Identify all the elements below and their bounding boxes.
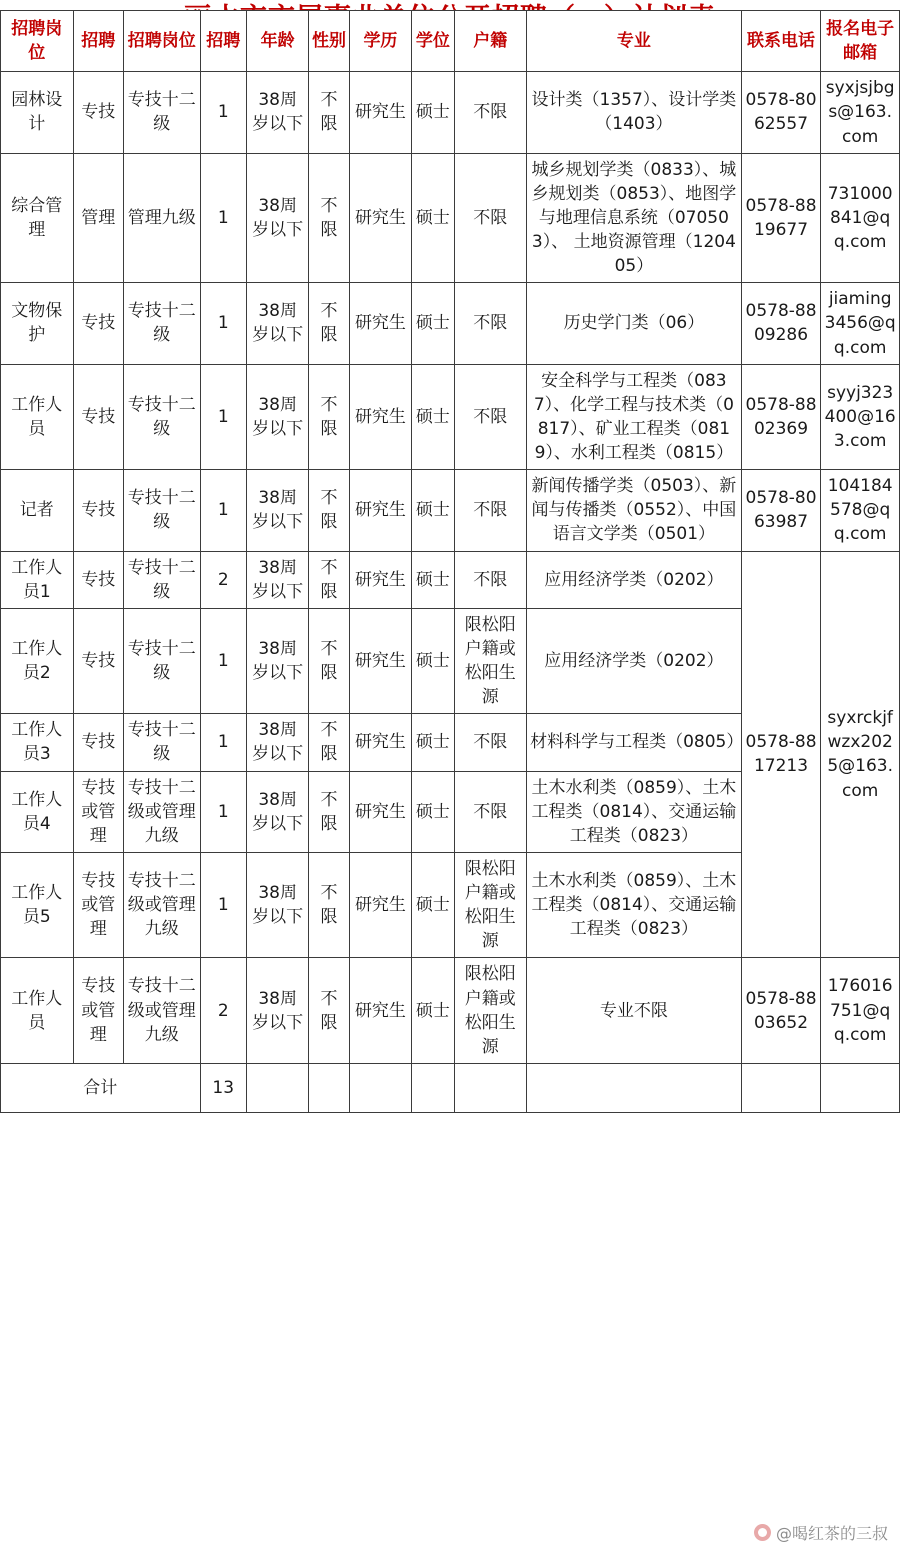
cell-level: 专技十二级 xyxy=(123,608,200,714)
cell-phone: 0578-8819677 xyxy=(741,153,821,283)
cell-hukou: 限松阳户籍或松阳生源 xyxy=(454,852,527,958)
cell-education: 研究生 xyxy=(349,72,411,153)
cell-level: 专技十二级 xyxy=(123,283,200,364)
cell-type: 专技 xyxy=(73,470,123,551)
cell-level: 管理九级 xyxy=(123,153,200,283)
cell-sex: 不限 xyxy=(309,364,349,470)
table-total-row xyxy=(1,1063,900,1112)
weibo-icon xyxy=(754,1524,771,1541)
cell-post: 园林设计 xyxy=(1,72,74,153)
cell-post: 综合管理 xyxy=(1,153,74,283)
cell-level: 专技十二级或管理九级 xyxy=(123,958,200,1064)
cell-age: 38周岁以下 xyxy=(246,608,308,714)
total-blank-hukou xyxy=(454,1063,527,1112)
cell-major: 设计类（1357）、设计学类（1403） xyxy=(527,72,742,153)
total-blank-age xyxy=(246,1063,308,1112)
cell-major: 土木水利类（0859）、土木工程类（0814）、交通运输工程类（0823） xyxy=(527,771,742,852)
column-header-number: 招聘 xyxy=(200,11,246,72)
cell-number: 1 xyxy=(200,470,246,551)
cell-number: 1 xyxy=(200,153,246,283)
cell-degree: 硕士 xyxy=(412,852,454,958)
cell-age: 38周岁以下 xyxy=(246,958,308,1064)
cell-sex: 不限 xyxy=(309,608,349,714)
cell-degree: 硕士 xyxy=(412,364,454,470)
cell-number: 1 xyxy=(200,283,246,364)
cell-type: 专技或管理 xyxy=(73,771,123,852)
table-row xyxy=(1,551,900,608)
cell-email: syxjsjbgs@163.com xyxy=(821,72,900,153)
cell-email: syxrckjfwzx2025@163.com xyxy=(821,551,900,958)
column-header-sex: 性别 xyxy=(309,11,349,72)
cell-degree: 硕士 xyxy=(412,958,454,1064)
cell-age: 38周岁以下 xyxy=(246,153,308,283)
cell-age: 38周岁以下 xyxy=(246,852,308,958)
cell-level: 专技十二级 xyxy=(123,470,200,551)
cell-major: 应用经济学类（0202） xyxy=(527,608,742,714)
cell-education: 研究生 xyxy=(349,608,411,714)
cell-education: 研究生 xyxy=(349,364,411,470)
cell-phone: 0578-8063987 xyxy=(741,470,821,551)
table-row xyxy=(1,283,900,364)
cell-sex: 不限 xyxy=(309,714,349,771)
total-blank-phone xyxy=(741,1063,821,1112)
column-header-education: 学历 xyxy=(349,11,411,72)
cell-hukou: 限松阳户籍或松阳生源 xyxy=(454,958,527,1064)
cell-education: 研究生 xyxy=(349,283,411,364)
cell-major: 专业不限 xyxy=(527,958,742,1064)
cell-hukou: 不限 xyxy=(454,714,527,771)
cell-post: 工作人员2 xyxy=(1,608,74,714)
total-blank-major xyxy=(527,1063,742,1112)
cell-sex: 不限 xyxy=(309,771,349,852)
cell-hukou: 不限 xyxy=(454,470,527,551)
cell-degree: 硕士 xyxy=(412,551,454,608)
cell-major: 土木水利类（0859）、土木工程类（0814）、交通运输工程类（0823） xyxy=(527,852,742,958)
cell-email: 731000841@qq.com xyxy=(821,153,900,283)
recruitment-table xyxy=(0,10,900,1113)
cell-post: 工作人员 xyxy=(1,364,74,470)
cell-education: 研究生 xyxy=(349,153,411,283)
cell-education: 研究生 xyxy=(349,958,411,1064)
cell-hukou: 不限 xyxy=(454,153,527,283)
watermark xyxy=(754,1521,888,1544)
cell-sex: 不限 xyxy=(309,551,349,608)
cell-phone: 0578-8802369 xyxy=(741,364,821,470)
cell-major: 应用经济学类（0202） xyxy=(527,551,742,608)
cell-post: 文物保护 xyxy=(1,283,74,364)
cell-hukou: 不限 xyxy=(454,551,527,608)
cell-major: 安全科学与工程类（0837）、化学工程与技术类（0817）、矿业工程类（0819）、水利工程类（0815） xyxy=(527,364,742,470)
cell-level: 专技十二级或管理九级 xyxy=(123,771,200,852)
cell-education: 研究生 xyxy=(349,714,411,771)
column-header-type: 招聘 xyxy=(73,11,123,72)
cell-sex: 不限 xyxy=(309,283,349,364)
watermark-text: @喝红茶的三叔 xyxy=(775,1524,888,1543)
cell-sex: 不限 xyxy=(309,470,349,551)
cell-type: 管理 xyxy=(73,153,123,283)
cell-education: 研究生 xyxy=(349,470,411,551)
cell-education: 研究生 xyxy=(349,771,411,852)
table-row xyxy=(1,470,900,551)
cell-degree: 硕士 xyxy=(412,283,454,364)
cell-type: 专技 xyxy=(73,283,123,364)
table-row xyxy=(1,958,900,1064)
cell-number: 2 xyxy=(200,551,246,608)
cell-post: 记者 xyxy=(1,470,74,551)
cell-degree: 硕士 xyxy=(412,470,454,551)
cell-major: 城乡规划学类（0833）、城乡规划类（0853）、地图学与地理信息系统（070503）、 土地资源管理（120405） xyxy=(527,153,742,283)
table-header-row xyxy=(1,11,900,72)
cell-post: 工作人员1 xyxy=(1,551,74,608)
cell-type: 专技 xyxy=(73,714,123,771)
cell-degree: 硕士 xyxy=(412,771,454,852)
total-blank-sex xyxy=(309,1063,349,1112)
cell-hukou: 不限 xyxy=(454,771,527,852)
cell-major: 历史学门类（06） xyxy=(527,283,742,364)
cell-sex: 不限 xyxy=(309,153,349,283)
cell-age: 38周岁以下 xyxy=(246,283,308,364)
cell-hukou: 不限 xyxy=(454,72,527,153)
cell-email: jiaming3456@qq.com xyxy=(821,283,900,364)
cell-number: 1 xyxy=(200,364,246,470)
total-blank-degree xyxy=(412,1063,454,1112)
cell-sex: 不限 xyxy=(309,72,349,153)
cell-number: 1 xyxy=(200,714,246,771)
cell-number: 1 xyxy=(200,852,246,958)
cell-number: 1 xyxy=(200,771,246,852)
cell-post: 工作人员4 xyxy=(1,771,74,852)
cell-email: syyj323400@163.com xyxy=(821,364,900,470)
cell-sex: 不限 xyxy=(309,958,349,1064)
cell-degree: 硕士 xyxy=(412,714,454,771)
cell-degree: 硕士 xyxy=(412,153,454,283)
cell-type: 专技或管理 xyxy=(73,852,123,958)
total-label: 合计 xyxy=(1,1063,201,1112)
cell-number: 1 xyxy=(200,72,246,153)
column-header-level: 招聘岗位 xyxy=(123,11,200,72)
cell-type: 专技 xyxy=(73,551,123,608)
cell-major: 材料科学与工程类（0805） xyxy=(527,714,742,771)
cell-hukou: 不限 xyxy=(454,283,527,364)
cell-hukou: 限松阳户籍或松阳生源 xyxy=(454,608,527,714)
total-blank-email xyxy=(821,1063,900,1112)
cell-phone: 0578-8062557 xyxy=(741,72,821,153)
cell-phone: 0578-8817213 xyxy=(741,551,821,958)
cell-type: 专技 xyxy=(73,72,123,153)
table-row xyxy=(1,72,900,153)
total-value: 13 xyxy=(200,1063,246,1112)
cell-type: 专技 xyxy=(73,364,123,470)
column-header-phone: 联系电话 xyxy=(741,11,821,72)
cell-post: 工作人员3 xyxy=(1,714,74,771)
table-row xyxy=(1,153,900,283)
total-blank-edu xyxy=(349,1063,411,1112)
cell-age: 38周岁以下 xyxy=(246,364,308,470)
cell-age: 38周岁以下 xyxy=(246,551,308,608)
cell-type: 专技 xyxy=(73,608,123,714)
cell-email: 104184578@qq.com xyxy=(821,470,900,551)
cell-sex: 不限 xyxy=(309,852,349,958)
cell-age: 38周岁以下 xyxy=(246,470,308,551)
cell-level: 专技十二级或管理九级 xyxy=(123,852,200,958)
cell-education: 研究生 xyxy=(349,551,411,608)
column-header-major: 专业 xyxy=(527,11,742,72)
cell-level: 专技十二级 xyxy=(123,72,200,153)
column-header-degree: 学位 xyxy=(412,11,454,72)
cell-degree: 硕士 xyxy=(412,72,454,153)
cell-level: 专技十二级 xyxy=(123,364,200,470)
cell-level: 专技十二级 xyxy=(123,714,200,771)
column-header-hukou: 户籍 xyxy=(454,11,527,72)
column-header-post: 招聘岗位 xyxy=(1,11,74,72)
cell-hukou: 不限 xyxy=(454,364,527,470)
cell-level: 专技十二级 xyxy=(123,551,200,608)
cell-age: 38周岁以下 xyxy=(246,72,308,153)
cell-email: 176016751@qq.com xyxy=(821,958,900,1064)
cell-number: 2 xyxy=(200,958,246,1064)
cell-education: 研究生 xyxy=(349,852,411,958)
table-row xyxy=(1,364,900,470)
cell-degree: 硕士 xyxy=(412,608,454,714)
cell-phone: 0578-8809286 xyxy=(741,283,821,364)
cell-major: 新闻传播学类（0503）、新闻与传播类（0552）、中国语言文学类（0501） xyxy=(527,470,742,551)
column-header-email: 报名电子邮箱 xyxy=(821,11,900,72)
cell-phone: 0578-8803652 xyxy=(741,958,821,1064)
cell-number: 1 xyxy=(200,608,246,714)
column-header-age: 年龄 xyxy=(246,11,308,72)
cell-post: 工作人员 xyxy=(1,958,74,1064)
cell-age: 38周岁以下 xyxy=(246,771,308,852)
cell-type: 专技或管理 xyxy=(73,958,123,1064)
cell-age: 38周岁以下 xyxy=(246,714,308,771)
cell-post: 工作人员5 xyxy=(1,852,74,958)
